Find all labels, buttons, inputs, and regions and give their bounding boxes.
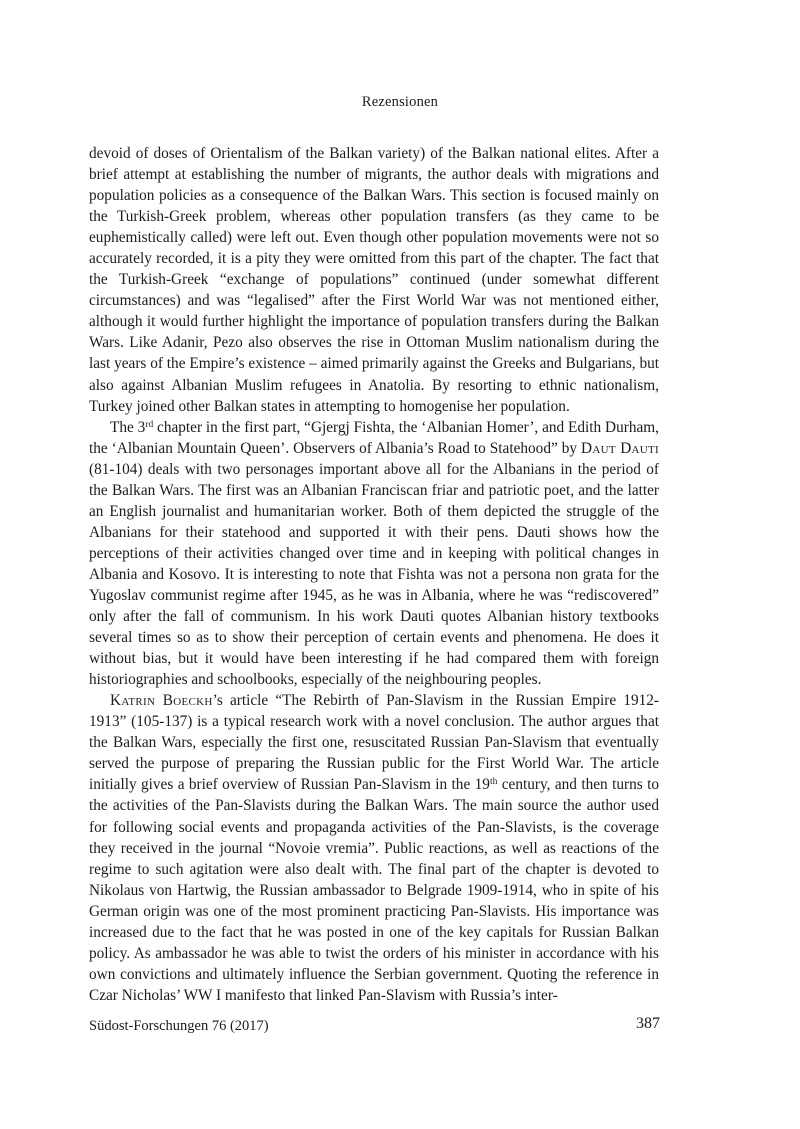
author-katrin-boeckh: Katrin Boeckh — [110, 692, 213, 710]
paragraph-3-text-a: ’s article “The Rebirth of Pan-Slavism in the Russian Empire 1912-1913” (105-137) is a typical research work with a novel conclusion. The author argues that the Balkan Wars, especially the first one, resuscitated Russian Pan-Slavism that eventually served the purpose of preparing the Russian public for the First World War. The article initially gives a brief overview of Russian Pan-Slavism in the 19 — [89, 692, 660, 794]
paragraph-2: The 3rd chapter in the first part, “Gjergj Fishta, the ‘Albanian Homer’, and Edith Durham, the ‘Albanian Mountain Queen’. Observers of Albania’s Road to Statehood” by Daut Dauti (81-104) deals with two personages important above all for the Albanians in the period of the Balkan Wars. The first was an Albanian Franciscan friar and patriotic poet, and the latter an English journalist and humanitarian worker. Both of them depicted the struggle of the Albanians for their statehood and supported it with their pens. Dauti shows how the perceptions of their activities changed over time and in keeping with political changes in Albania and Kosovo. It is interesting to note that Fishta was not a persona non grata for the Yugoslav communist regime after 1945, as he was in Albania, where he was “rediscovered” only after the fall of communism. In his work Dauti quotes Albanian history textbooks several times so as to show their perception of certain events and phenomena. He does it without bias, but it would have been interesting if he had compared them with foreign historiographies and schoolbooks, especially of the neighbouring peoples. — [89, 418, 660, 689]
author-daut-dauti: Daut Dauti — [581, 439, 660, 457]
review-body — [89, 143, 659, 1006]
journal-citation: Südost-Forschungen 76 (2017) — [89, 1018, 269, 1034]
chapter-ordinal-suffix: rd — [145, 419, 154, 430]
paragraph-3 — [89, 690, 659, 1006]
running-head: Rezensionen — [361, 94, 439, 110]
paragraph-2-text-a: chapter in the first part, “Gjergj Fishta, the ‘Albanian Homer’, and Edith Durham, the ‘Albanian Mountain Queen’. Observers of Albania’s Road to Statehood” by — [89, 418, 659, 457]
chapter-ordinal-number: 3 — [137, 418, 146, 436]
century-suffix: th — [489, 777, 498, 788]
paragraph-2-text-b: (81-104) deals with two personages important above all for the Albanians in the period of the Balkan Wars. The first was an Albanian Franciscan friar and patriotic poet, and the latter an English journalist and humanitarian worker. Both of them depicted the struggle of the Albanians for their statehood and supported it with their pens. Dauti shows how the perceptions of their activities changed over time and in keeping with political changes in Albania and Kosovo. It is interesting to note that Fishta was not a persona non grata for the Yugoslav communist regime after 1945, as he was in Albania, where he was “rediscovered” only after the fall of communism. In his work Dauti quotes Albanian history textbooks several times so as to show their perception of certain events and phenomena. He does it without bias, but it would have been interesting if he had compared them with foreign historiographies and schoolbooks, especially of the neighbouring peoples. — [89, 460, 659, 689]
paragraph-3-text-b: century, and then turns to the activities of the Pan-Slavists during the Balkan Wars. The main source the author used for following social events and propaganda activities of the Pan-Slavists, is the coverage they received in the journal “Novoie vremia”. Public reactions, as well as reactions of the regime to such agitation were also dealt with. The final part of the chapter is devoted to Nikolaus von Hartwig, the Russian ambassador to Belgrade 1909-1914, who in spite of his German origin was one of the most prominent practicing Pan-Slavists. His importance was increased due to the fact that he was posted in one of the key capitals for Russian Balkan policy. As ambassador he was able to twist the orders of his minister in accordance with his own convictions and ultimately influence the Serbian government. Quoting the reference in Czar Nicholas’ WW I manifesto that linked Pan-Slavism with Russia’s inter- — [89, 776, 659, 1004]
page-number: 387 — [636, 1015, 660, 1032]
paragraph-1: devoid of doses of Orientalism of the Balkan variety) of the Balkan national elites. After a brief attempt at establishing the number of migrants, the author deals with migrations and population policies as a consequence of the Balkan Wars. This section is focused mainly on the Turkish-Greek problem, whereas other population transfers (as they came to be euphemistically called) were left out. Even though other population movements were not so accurately recorded, it is a pity they were omitted from this part of the chapter. The fact that the Turkish-Greek “exchange of populations” continued (under somewhat different circumstances) and was “legalised” after the First World War was not mentioned either, although it would further highlight the importance of population transfers during the Balkan Wars. Like Adanir, Pezo also observes the rise in Ottoman Muslim nationalism during the last years of the Empire’s existence – aimed primarily against the Greeks and Bulgarians, but also against Albanian Muslim refugees in Anatolia. By resorting to ethnic nationalism, Turkey joined other Balkan states in attempting to homogenise her population. — [89, 145, 659, 415]
